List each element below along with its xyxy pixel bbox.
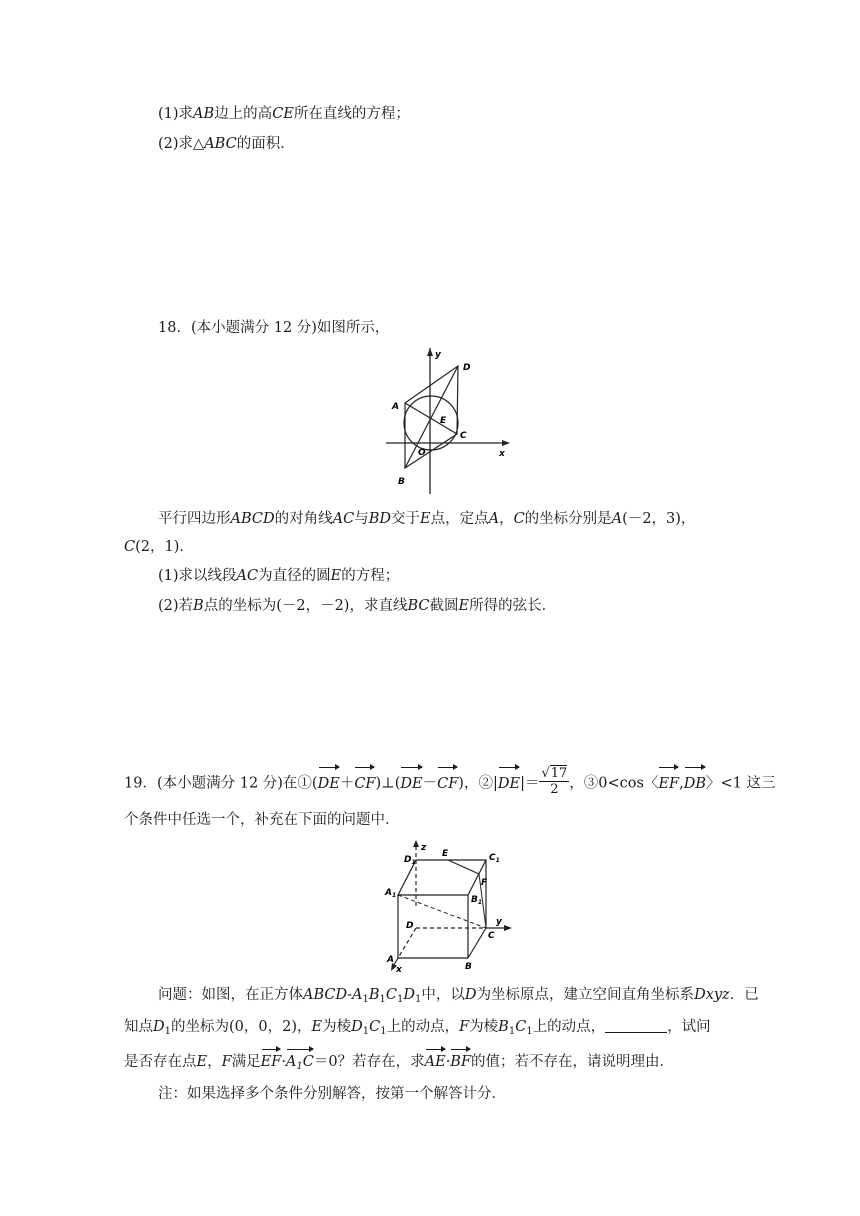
q18-text-line1 — [158, 509, 695, 529]
q19-h-c3pre: ，③0<cos〈 — [569, 775, 659, 792]
q19-vec-ef-2: EF — [260, 1054, 282, 1070]
q19-label-c1: $C_1$ — [489, 853, 500, 864]
q19-p1-d1: D — [403, 987, 416, 1003]
q18-t-a: 平行四边形 — [158, 511, 231, 527]
q19-vec-db: DB — [684, 770, 706, 798]
q18-t-a2: A — [488, 511, 500, 527]
q17-part1-pre: (1)求 — [158, 106, 194, 122]
q18-label-b: B — [398, 477, 405, 487]
q19-p1-abcd: ABCD — [303, 987, 348, 1003]
q18-label-o: O — [418, 448, 426, 458]
q19-frac-den: 2 — [550, 782, 559, 797]
q19-vec-ef-1: EF — [658, 770, 679, 798]
q18-t-bd: BD — [368, 511, 391, 527]
q19-p1-dash: - — [347, 987, 353, 1003]
q19-h-perp: )⊥( — [375, 775, 401, 792]
q19-h-pre: 19．(本小题满分 12 分)在①( — [124, 775, 318, 792]
q19-problem-line1 — [158, 985, 759, 1010]
q19-p1-h: 中，以 — [421, 987, 465, 1003]
q18-p1-ac: AC — [236, 568, 259, 584]
q19-vec-de-1: DE — [318, 770, 340, 798]
q19-p3-sub: 1 — [296, 1061, 303, 1072]
q19-vec-de-2: DE — [400, 770, 422, 798]
q17-part2-abc: ABC — [204, 136, 237, 152]
q19-p3-e: E — [196, 1054, 208, 1070]
q19-label-x: x — [396, 965, 402, 975]
q19-p3-k: 的值；若不存在，请说明理由． — [471, 1054, 675, 1070]
q18-figure — [378, 346, 518, 496]
q18-label-a: A — [392, 402, 399, 412]
q18-p2-post: 所得的弦长． — [469, 598, 557, 614]
q18-p1-pre: (1)求以线段 — [158, 568, 237, 584]
q19-p2-sub-4: 1 — [508, 1026, 516, 1037]
q19-vec-a1c — [286, 1052, 314, 1077]
q19-p3-c: ， — [207, 1054, 222, 1070]
q19-p2-d1b: D — [351, 1019, 363, 1035]
q18-p1-e: E — [330, 568, 342, 584]
q19-p2-e: E — [311, 1019, 323, 1035]
answer-blank[interactable] — [605, 1018, 667, 1033]
q19-p1-d: D — [464, 987, 477, 1003]
q19-vec-de-3: DE — [498, 770, 520, 798]
q19-h-c3comma: , — [679, 775, 684, 792]
q19-vec-cf-1: CF — [354, 770, 375, 798]
q19-frac-num: 17 — [550, 766, 568, 781]
q18-p2-pre: (2)若 — [158, 598, 194, 614]
q18-t-k: ， — [499, 511, 514, 527]
q19-p3-satisfy: 满足 — [231, 1054, 261, 1070]
q19-p2-c1: C — [369, 1019, 381, 1035]
q19-p1-sub-d: 1 — [415, 994, 422, 1005]
q19-label-d: D — [406, 921, 414, 931]
q19-p2-c1b: C — [515, 1019, 527, 1035]
q19-h-minus: － — [422, 775, 438, 792]
q19-h-c2eq: |＝ — [520, 775, 540, 792]
q18-p2-b: B — [193, 598, 204, 614]
q19-note: 注：如果选择多个条件分别解答，按第一个解答计分． — [158, 1086, 506, 1102]
q19-p2-f: F — [459, 1019, 470, 1035]
q19-p1-a: 问题：如图，在正方体 — [158, 987, 303, 1003]
q19-vec-cf-2: CF — [437, 770, 458, 798]
q19-p2-m: 上的动点， — [532, 1019, 606, 1035]
q18-p2-e: E — [458, 598, 470, 614]
q18-label-x: x — [499, 449, 505, 459]
q19-header — [124, 768, 776, 799]
q18-t-g: 交于 — [390, 511, 420, 527]
q17-part1-ab: AB — [193, 106, 215, 122]
q18-part1 — [158, 566, 399, 586]
q19-figure — [378, 840, 528, 980]
q19-p1-j: 为坐标原点，建立空间直角坐标系 — [476, 987, 695, 1003]
q19-p1-c1: C — [385, 987, 398, 1003]
q19-p3-i: ＝0？若存在，求 — [313, 1054, 425, 1070]
q17-part1 — [158, 104, 410, 124]
q19-p2-c: 的坐标为(0，0，2)， — [171, 1019, 312, 1035]
q19-fraction — [539, 766, 569, 797]
q19-p3-f: F — [221, 1054, 232, 1070]
q19-p1-b1: B — [368, 987, 380, 1003]
q19-h-c3post: 〉<1 这三 — [706, 775, 776, 792]
q19-p2-d1: D — [153, 1019, 165, 1035]
q18-t-m: 的坐标分别是 — [524, 511, 612, 527]
q18-t-ac: AC — [332, 511, 355, 527]
q18-p1-mid: 为直径的圆 — [258, 568, 331, 584]
q19-vec-ae: AE — [424, 1054, 446, 1070]
q18-p2-mid2: 截圆 — [429, 598, 459, 614]
q18-t-c: 的对角线 — [274, 511, 333, 527]
q17-part2-post: 的面积． — [236, 136, 295, 152]
q19-p2-n: ，试问 — [667, 1019, 711, 1035]
q17-part1-ce: CE — [272, 106, 294, 122]
q19-p2-edge2: 为棱 — [469, 1019, 499, 1035]
q18-part2 — [158, 596, 556, 616]
q18-l2-rest: (2，1)． — [135, 539, 194, 555]
q19-p3-dot2: · — [445, 1054, 451, 1070]
q19-p3-dot1: · — [281, 1054, 286, 1070]
q19-label-a: A — [387, 955, 394, 965]
q19-sqrt-sign: √ — [541, 766, 550, 781]
q18-t-o: (－2，3)， — [622, 511, 696, 527]
q18-label-d: D — [463, 363, 471, 373]
q19-label-c: C — [488, 931, 495, 941]
q18-label-e: E — [440, 416, 447, 426]
q19-label-f: F — [481, 878, 488, 888]
q18-p1-post: 的方程； — [341, 568, 400, 584]
q19-p2-sub-3: 1 — [380, 1026, 387, 1037]
q19-label-d1: $D_1$ — [404, 855, 416, 866]
q19-label-b: B — [465, 962, 472, 972]
q18-t-c2: C — [513, 511, 525, 527]
q19-problem-line2 — [124, 1017, 711, 1042]
q19-h-plus: ＋ — [339, 775, 355, 792]
q18-t-epoint: E — [419, 511, 431, 527]
q19-p2-sub-2: 1 — [362, 1026, 370, 1037]
q18-header: 18．(本小题满分 12 分)如图所示， — [158, 320, 390, 336]
q17-part2 — [158, 134, 295, 154]
q19-p1-sub-c: 1 — [397, 994, 404, 1005]
q19-p1-sub-b: 1 — [379, 994, 386, 1005]
q18-t-abcd: ABCD — [230, 511, 275, 527]
q19-header-line2: 个条件中任选一个，补充在下面的问题中． — [124, 812, 400, 828]
q18-l2-c: C — [124, 539, 136, 555]
q18-t-i: 点，定点 — [430, 511, 489, 527]
q19-p2-sub-1: 1 — [164, 1026, 172, 1037]
q17-part1-mid: 边上的高 — [214, 106, 273, 122]
q18-label-c: C — [460, 431, 467, 441]
q17-part1-post: 所在直线的方程； — [293, 106, 410, 122]
q19-p3-a: 是否存在点 — [124, 1054, 197, 1070]
q19-vec-bf: BF — [450, 1054, 472, 1070]
q18-p2-mid: 点的坐标为(－2，－2)，求直线 — [203, 598, 408, 614]
q19-label-a1: $A_1$ — [385, 888, 397, 899]
q19-p1-l: ．已 — [729, 987, 759, 1003]
q19-p1-dxyz: Dxyz — [694, 987, 730, 1003]
q18-p2-bc: BC — [407, 598, 430, 614]
q19-p1-sub-a: 1 — [362, 994, 369, 1005]
q19-problem-line3 — [124, 1052, 674, 1077]
q18-label-y: y — [435, 350, 441, 360]
q19-p3-a1: A — [285, 1054, 297, 1070]
q19-label-b1: $B_1$ — [471, 895, 483, 906]
q19-p2-h: 上的动点， — [386, 1019, 460, 1035]
q19-label-y: y — [496, 917, 502, 927]
q18-t-e: 与 — [354, 511, 369, 527]
q18-text-line2 — [124, 537, 194, 557]
q19-p2-sub-5: 1 — [526, 1026, 533, 1037]
q19-label-e: E — [442, 849, 449, 859]
q19-p2-edge1: 为棱 — [322, 1019, 352, 1035]
q18-t-a3: A — [611, 511, 623, 527]
q17-part2-pre: (2)求△ — [158, 136, 205, 152]
q19-p2-a: 知点 — [124, 1019, 153, 1035]
q19-p3-c-vec: C — [302, 1054, 314, 1070]
q19-p2-b1: B — [498, 1019, 509, 1035]
q19-h-c1end: )，②| — [458, 775, 498, 792]
q19-label-z: z — [421, 843, 427, 853]
q19-p1-a1: A — [352, 987, 363, 1003]
